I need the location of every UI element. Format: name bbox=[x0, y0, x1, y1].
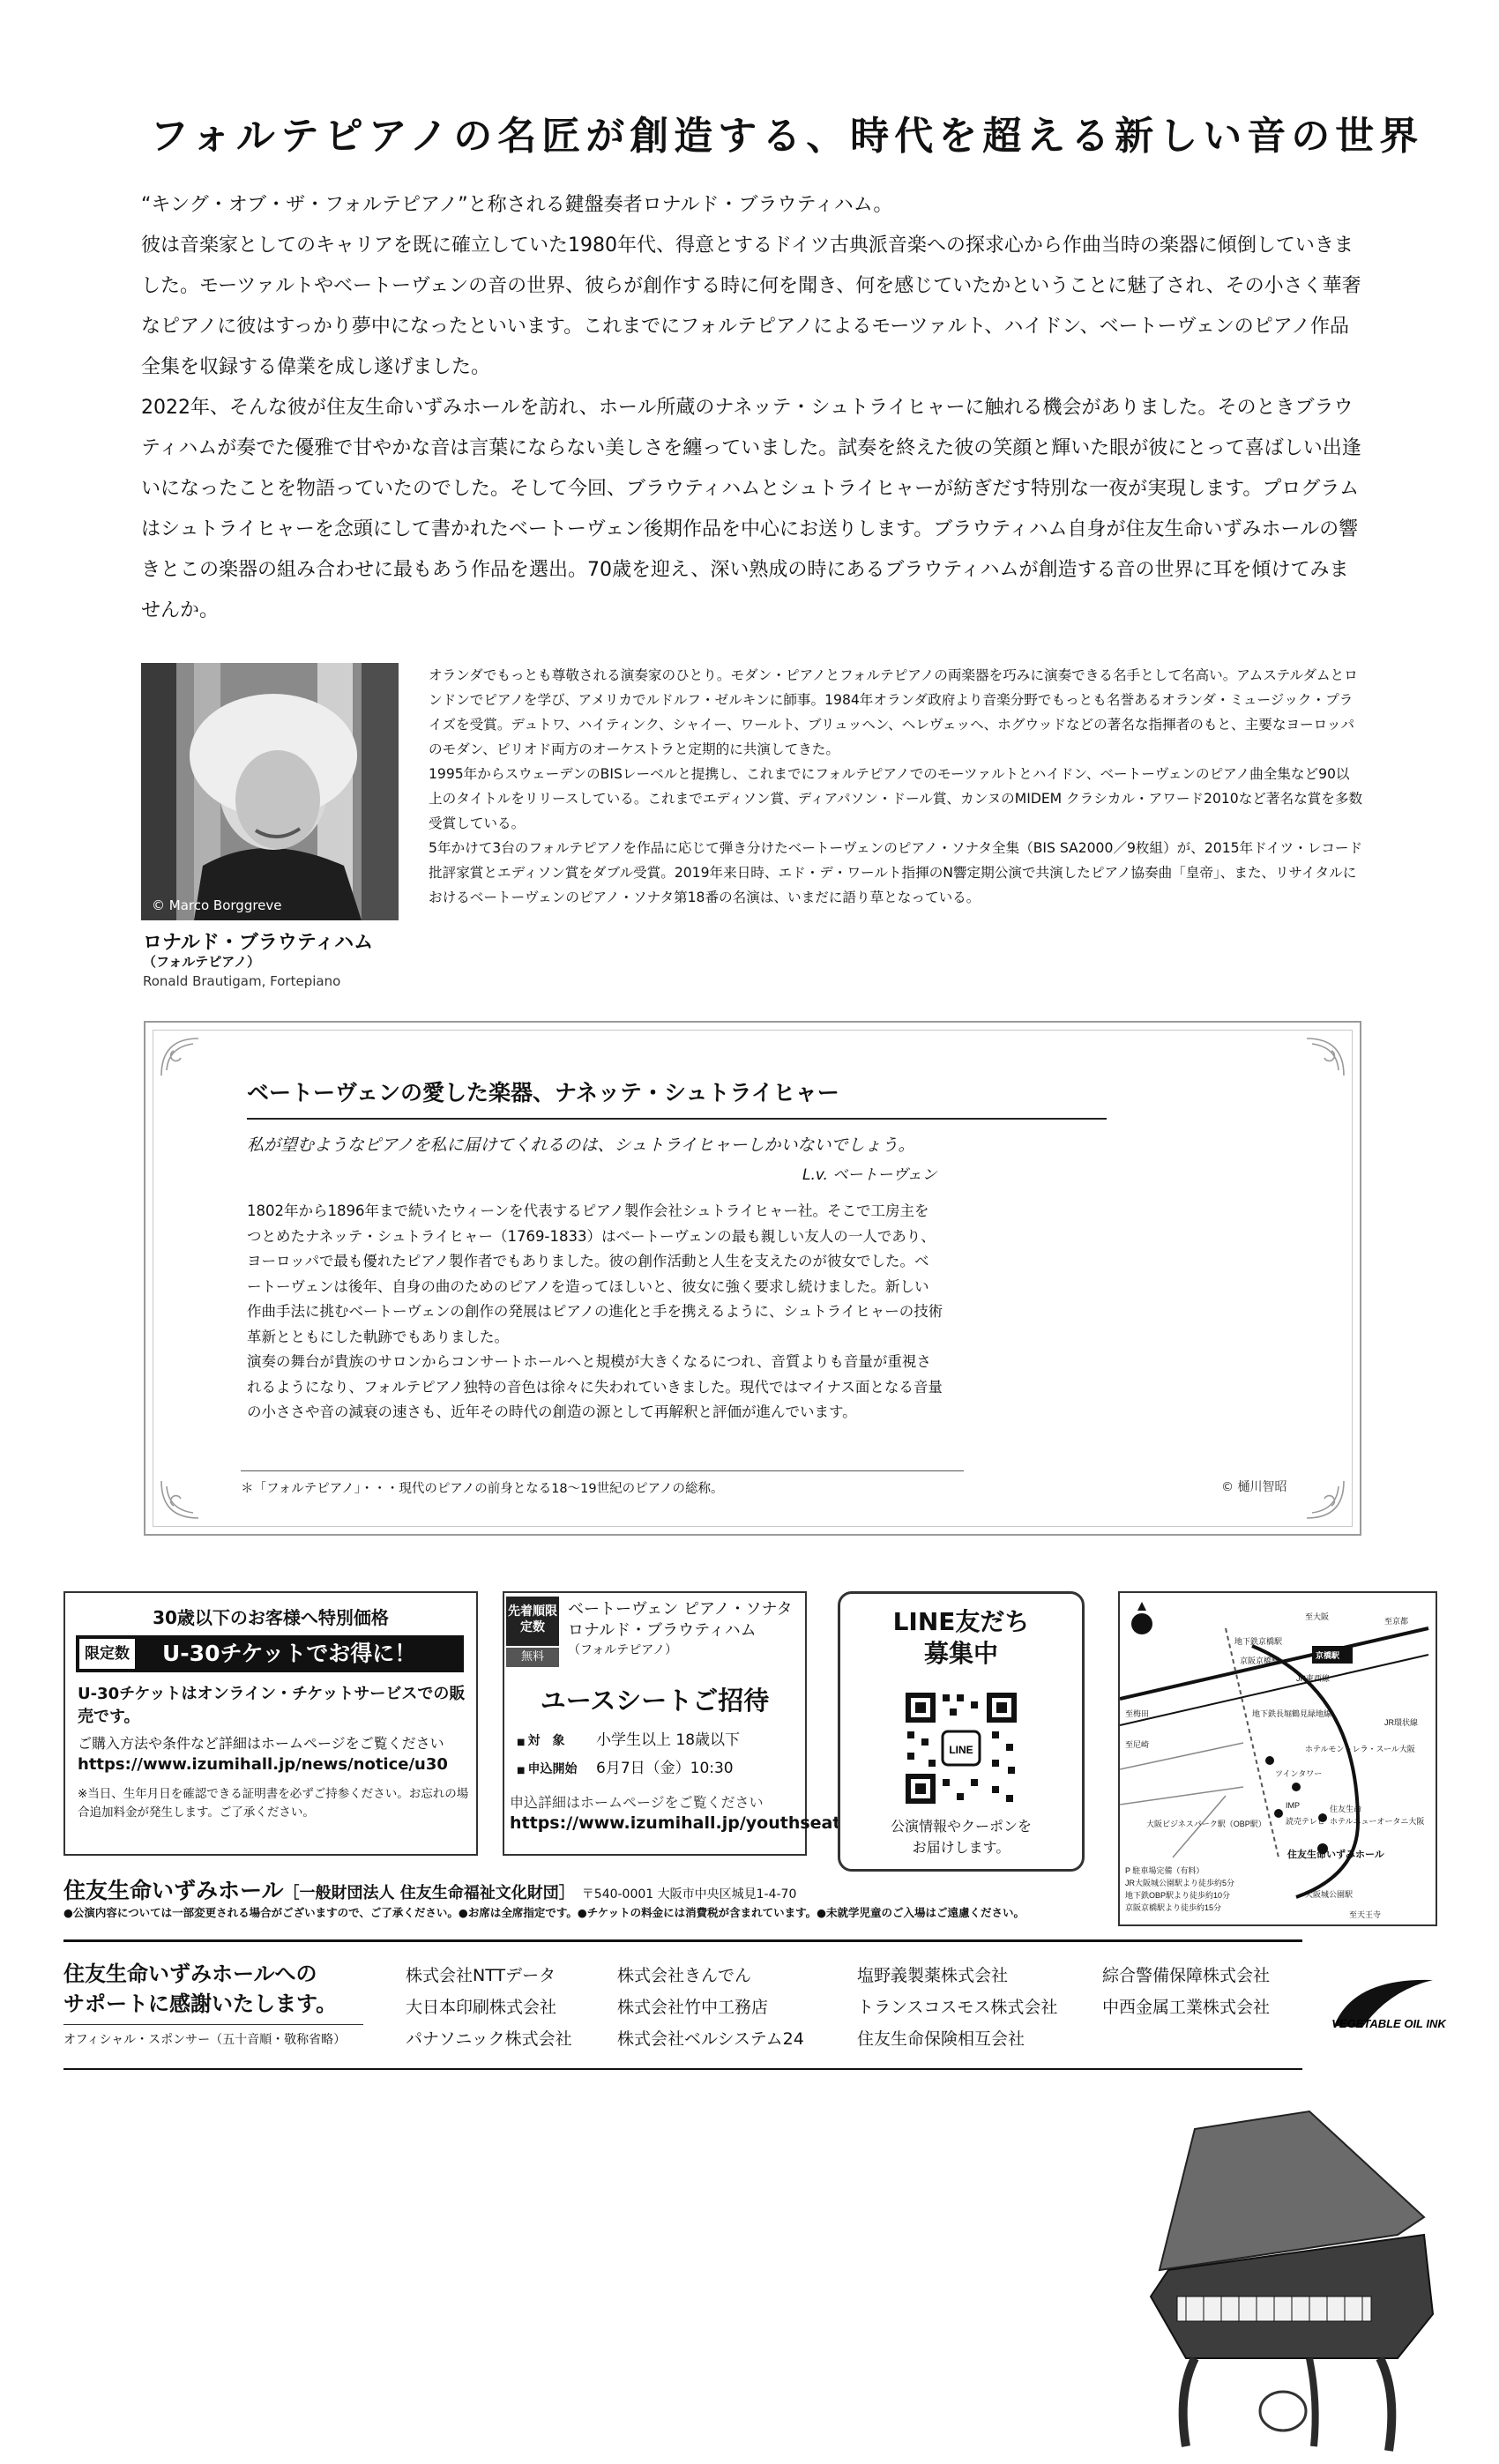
sponsor-label: オフィシャル・スポンサー（五十音順・敬称省略） bbox=[63, 2024, 363, 2048]
sponsor-item: 株式会社きんでん bbox=[617, 1966, 752, 1985]
map-label: ホテルモントレラ・スール大阪 bbox=[1305, 1745, 1415, 1753]
headline: フォルテピアノの名匠が創造する、時代を超える新しい音の世界 bbox=[150, 114, 1424, 159]
map-label: 読売テレビ bbox=[1286, 1817, 1325, 1826]
youth-start-row bbox=[517, 1755, 734, 1777]
u30-ticket-box bbox=[63, 1591, 478, 1856]
youth-start-label: ■ 申込開始 bbox=[517, 1760, 596, 1777]
map-label: 地下鉄長堀鶴見緑地線 bbox=[1252, 1709, 1332, 1718]
divider bbox=[63, 2068, 1302, 2070]
artist-photo bbox=[141, 663, 399, 920]
photo-credit: © Marco Borggreve bbox=[152, 897, 282, 913]
map-note: 地下鉄OBP駅より徒歩約10分 bbox=[1125, 1891, 1231, 1900]
bio-paragraph: 5年かけて3台のフォルテピアノを作品に応じて弾き分けたベートーヴェンのピアノ・ソナタ全集（BIS SA2000／9枚組）が、2015年ドイツ・レコード批評家賞とエディソン賞をダブル受賞。2019年来日時、エド・デ・ワールト指揮のN響定期公演で共演したピアノ協奏曲「皇帝」、また、リサイタルにおけるベートーヴェンのピアノ・ソナタ第18番の名演は、いまだに語り草となっている。 bbox=[429, 840, 1363, 905]
venue-info bbox=[63, 1873, 796, 1905]
intro-paragraph: “キング・オブ・ザ・フォルテピアノ”と称される鍵盤奏者ロナルド・ブラウティハム。 bbox=[141, 194, 893, 216]
u30-banner bbox=[76, 1635, 464, 1672]
support-line-1: 住友生命いずみホールへの bbox=[63, 1962, 317, 1986]
line-friends-box bbox=[838, 1591, 1085, 1872]
map-label: ツインタワー bbox=[1275, 1769, 1323, 1778]
line-title-2: 募集中 bbox=[923, 1639, 998, 1668]
sponsor-item: パナソニック株式会社 bbox=[406, 2029, 572, 2049]
map-label: IMP bbox=[1286, 1801, 1301, 1810]
youth-target-label: ■ 対 象 bbox=[517, 1731, 596, 1749]
sponsor-item: トランスコスモス株式会社 bbox=[857, 1998, 1058, 2017]
vegetable-oil-ink-logo bbox=[1327, 1973, 1451, 2047]
intro-text bbox=[141, 185, 1362, 631]
qr-label: LINE bbox=[949, 1744, 973, 1756]
map-label: 至梅田 bbox=[1125, 1709, 1150, 1718]
instrument-title: ベートーヴェンの愛した楽器、ナネッテ・シュトライヒャー bbox=[247, 1076, 1107, 1120]
piano-photo-credit: © 樋川智昭 bbox=[1221, 1480, 1287, 1494]
line-note-1: 公演情報やクーポンを bbox=[890, 1818, 1032, 1835]
map-note: 京阪京橋駅より徒歩約15分 bbox=[1125, 1903, 1222, 1912]
divider bbox=[63, 1939, 1302, 1942]
youth-target: 小学生以上 18歳以下 bbox=[596, 1731, 741, 1749]
sponsor-item: 大日本印刷株式会社 bbox=[406, 1998, 557, 2017]
youth-seat-box bbox=[503, 1591, 841, 1856]
support-message bbox=[63, 1959, 337, 2019]
qr-code-icon[interactable] bbox=[904, 1691, 1018, 1805]
first-come-badge: 先着順限定数 bbox=[506, 1597, 559, 1646]
map-label: 京阪京橋駅 bbox=[1240, 1656, 1280, 1665]
map-label: ホテルニューオータニ大阪 bbox=[1330, 1817, 1425, 1826]
sponsor-item: 株式会社ベルシステム24 bbox=[617, 2029, 804, 2049]
map-label: 大阪城公園駅 bbox=[1305, 1890, 1354, 1899]
venue-address: 〒540-0001 大阪市中央区城見1-4-70 bbox=[581, 1887, 797, 1902]
ornament-icon bbox=[1303, 1478, 1347, 1522]
access-map bbox=[1118, 1591, 1437, 1926]
map-note: JR大阪城公園駅より徒歩約5分 bbox=[1125, 1879, 1235, 1887]
map-label: 地下鉄京橋駅 bbox=[1234, 1637, 1283, 1646]
line-note-2: お届けします。 bbox=[912, 1839, 1011, 1856]
sponsor-item: 住友生命保険相互会社 bbox=[857, 2029, 1025, 2049]
map-note: P 駐車場完備（有料） bbox=[1125, 1866, 1204, 1875]
u30-heading: 30歳以下のお客様へ特別価格 bbox=[153, 1607, 389, 1628]
instrument-quote: 私が望むようなピアノを私に届けてくれるのは、シュトライヒャーしかいないでしょう。 bbox=[247, 1135, 915, 1155]
bio-paragraph: オランダでもっとも尊敬される演奏家のひとり。モダン・ピアノとフォルテピアノの両楽器を巧みに演奏できる名手として名高い。アムステルダムとロンドンでピアノを学び、アメリカでルドルフ・ゼルキンに師事。1984年オランダ政府より音楽分野でもっとも名誉あるオランダ・ミュージック・プライズを受賞。デュトワ、ハイティンク、シャイー、ワールト、ブリュッヘン、ヘレヴェッヘ、ホグウッドなどの著名な指揮者のもと、主要なヨーロッパのモダン、ピリオド両方のオーケストラと定期的に共演してきた。 bbox=[429, 667, 1358, 757]
map-label: 住友生命いずみホール bbox=[1287, 1850, 1384, 1860]
youth-note: 申込詳細はホームページをご覧ください bbox=[510, 1794, 764, 1811]
fortepiano-image bbox=[1133, 2094, 1442, 2464]
north-icon bbox=[1131, 1613, 1152, 1634]
venue-name: 住友生命いずみホール bbox=[63, 1878, 284, 1903]
line-title-1: LINE友だち bbox=[892, 1607, 1030, 1636]
ornament-icon bbox=[158, 1478, 202, 1522]
youth-link[interactable]: https://www.izumihall.jp/youthseat bbox=[510, 1813, 841, 1833]
youth-start: 6月7日（金）10:30 bbox=[596, 1760, 734, 1777]
instrument-footnote: ＊「フォルテピアノ」・・・現代のピアノの前身となる18〜19世紀のピアノの総称。 bbox=[241, 1470, 964, 1497]
line-note bbox=[840, 1816, 1082, 1858]
line-title bbox=[840, 1606, 1082, 1670]
intro-paragraph: 2022年、そんな彼が住友生命いずみホールを訪れ、ホール所蔵のナネッテ・シュトライヒャーに触れる機会がありました。そのときブラウティハムが奏でた優雅で甘やかな音は言葉にならない美しさを纏っていました。試奏を終えた彼の笑顔と輝いた眼が彼にとって喜ばしい出逢いになったことを物語っていたのでした。そして今回、ブラウティハムとシュトライヒャーが紡ぎだす特別な一夜が実現します。プログラムはシュトライヒャーを念頭にして書かれたベートーヴェン後期作品を中心にお送りします。ブラウティハム自身が住友生命いずみホールの響きとこの楽器の組み合わせに最もあう作品を選出。70歳を迎え、深い熟成の時にあるブラウティハムが創造する音の世界に耳を傾けてみませんか。 bbox=[141, 397, 1361, 622]
youth-target-row bbox=[517, 1727, 740, 1749]
instrument-body bbox=[247, 1199, 943, 1426]
free-badge: 無料 bbox=[506, 1648, 559, 1667]
instrument-paragraph: 演奏の舞台が貴族のサロンからコンサートホールへと規模が大きくなるにつれ、音質よりも音量が重視されるようになり、フォルテピアノ独特の音色は徐々に失われていきました。現代ではマイナス面となる音量の小ささや音の減衰の速さも、近年その時代の創造の源として再解釈と評価が進んでいます。 bbox=[247, 1353, 943, 1420]
map-label: 大阪ビジネスパーク駅（OBP駅） bbox=[1146, 1820, 1266, 1828]
bio-paragraph: 1995年からスウェーデンのBISレーベルと提携し、これまでにフォルテピアノでのモーツァルトとハイドン、ベートーヴェンのピアノ曲全集など90以上のタイトルをリリースしている。これまでエディソン賞、ディアパソン・ドール賞、カンヌのMIDEM クラシカル・アワード2010など著名な賞を多数受賞している。 bbox=[429, 766, 1363, 831]
map-label: 至天王寺 bbox=[1349, 1910, 1382, 1919]
sponsor-item: 綜合警備保障株式会社 bbox=[1102, 1966, 1271, 1985]
ornament-icon bbox=[1303, 1035, 1347, 1079]
map-label: 至尼崎 bbox=[1125, 1740, 1150, 1749]
sponsor-item: 塩野義製薬株式会社 bbox=[857, 1966, 1009, 1985]
u30-description: U-30チケットはオンライン・チケットサービスでの販売です。 bbox=[78, 1685, 466, 1726]
veg-ink-text: VEGETABLE OIL INK bbox=[1331, 2017, 1446, 2030]
youth-artist-role: （フォルテピアノ） bbox=[568, 1643, 678, 1657]
map-label: 至京都 bbox=[1384, 1617, 1409, 1626]
intro-paragraph: 彼は音楽家としてのキャリアを既に確立していた1980年代、得意とするドイツ古典派音楽への探求心から作曲当時の楽器に傾倒していきました。モーツァルトやベートーヴェンの音の世界、彼らが創作する時に何を聞き、何を感じていたかということに魅了され、その小さく華奢なピアノに彼はすっかり夢中になったといいます。これまでにフォルテピアノによるモーツァルト、ハイドン、ベートーヴェンのピアノ作品全集を収録する偉業を成し遂げました。 bbox=[141, 234, 1361, 378]
map-label: 住友生命 bbox=[1330, 1805, 1362, 1813]
venue-org: ［一般財団法人 住友生命福祉文化財団］ bbox=[283, 1884, 575, 1902]
sponsor-item: 株式会社NTTデータ bbox=[406, 1966, 556, 1985]
sponsor-item: 中西金属工業株式会社 bbox=[1102, 1998, 1271, 2017]
u30-link[interactable]: https://www.izumihall.jp/news/notice/u30 bbox=[78, 1755, 448, 1774]
instrument-paragraph: 1802年から1896年まで続いたウィーンを代表するピアノ製作会社シュトライヒャー社。そこで工房主をつとめたナネッテ・シュトライヒャー（1769-1833）はベートーヴェンの最も親しい友人の一人であり、ヨーロッパで最も優れたピアノ製作者でもありました。彼の創作活動と人生を支えたのが彼女でした。ベートーヴェンは後年、自身の曲のためのピアノを造ってほしいと、彼女に強く要求し続けました。新しい作曲手法に挑むベートーヴェンの創作の発展はピアノの進化と手を携えるように、シュトライヒャーの技術革新とともにした軌跡でもありました。 bbox=[247, 1202, 943, 1345]
artist-name-en: Ronald Brautigam, Fortepiano bbox=[143, 973, 341, 989]
sponsor-item: 株式会社竹中工務店 bbox=[617, 1998, 769, 2017]
youth-artist: ロナルド・ブラウティハム bbox=[568, 1621, 757, 1640]
map-label: JR東西線 bbox=[1296, 1674, 1330, 1683]
support-line-2: サポートに感謝いたします。 bbox=[63, 1991, 338, 2016]
map-label: 至大阪 bbox=[1305, 1612, 1330, 1621]
artist-name: ロナルド・ブラウティハム bbox=[143, 932, 374, 954]
youth-title: ユースシートご招待 bbox=[540, 1686, 770, 1716]
map-label: JR環状線 bbox=[1384, 1718, 1418, 1727]
youth-program: ベートーヴェン ピアノ・ソナタ bbox=[568, 1600, 793, 1619]
u30-note: ※当日、生年月日を確認できる証明書を必ずご持参ください。お忘れの場合追加料金が発生します。ご了承ください。 bbox=[78, 1787, 469, 1820]
artist-bio bbox=[429, 663, 1363, 910]
map-label: 京橋駅 bbox=[1316, 1651, 1340, 1660]
ornament-icon bbox=[158, 1035, 202, 1079]
instrument-quote-author: L.v. ベートーヴェン bbox=[802, 1166, 937, 1184]
disclaimer: ●公演内容については一部変更される場合がございますので、ご了承ください。●お席は全席指定です。●チケットの料金には消費税が含まれています。●未就学児童のご入場はご遠慮ください。 bbox=[63, 1906, 1025, 1919]
artist-role: （フォルテピアノ） bbox=[143, 954, 261, 970]
limited-tag: 限定数 bbox=[79, 1639, 135, 1669]
u30-info: ご購入方法や条件など詳細はホームページをご覧ください bbox=[78, 1735, 444, 1752]
instrument-box bbox=[144, 1021, 1361, 1536]
u30-banner-text: U-30チケットでお得に！ bbox=[162, 1641, 417, 1666]
